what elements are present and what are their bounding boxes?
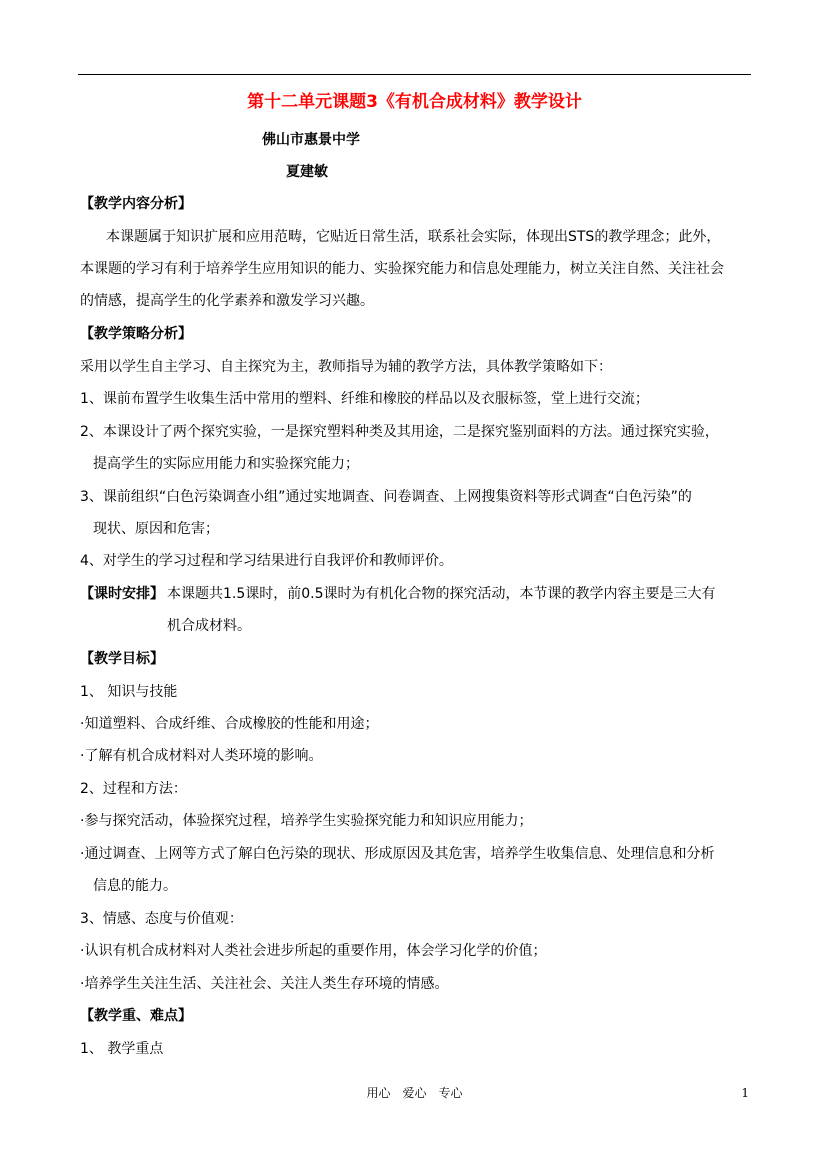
content-paragraph-line: 的情感，提高学生的化学素养和激发学习兴趣。 (80, 293, 374, 309)
section-heading-content: 【教学内容分析】 (80, 196, 192, 212)
time-text-line: 本课题共1.5课时，前0.5课时为有机化合物的探究活动，本节课的教学内容主要是三大有 (167, 586, 716, 602)
content-paragraph-line: 本课题的学习有利于培养学生应用知识的能力、实验探究能力和信息处理能力，树立关注自然、关注社会 (80, 261, 724, 277)
strategy-intro: 采用以学生自主学习、自主探究为主，教师指导为辅的教学方法，具体教学策略如下： (80, 359, 612, 375)
strategy-item-continued: 提高学生的实际应用能力和实验探究能力； (93, 456, 359, 472)
strategy-item: 2、本课设计了两个探究实验，一是探究塑料种类及其用途，二是探究鉴别面料的方法。通过探究实验， (80, 424, 719, 440)
keypoints-subheading: 1、 教学重点 (80, 1041, 164, 1057)
goals-bullet-continued: 信息的能力。 (93, 878, 177, 894)
goals-subheading: 1、 知识与技能 (80, 684, 178, 700)
goals-bullet: ·参与探究活动，体验探究过程，培养学生实验探究能力和知识应用能力； (80, 813, 533, 829)
content-paragraph-line: 本课题属于知识扩展和应用范畴，它贴近日常生活，联系社会实际，体现出STS的教学理念；此外， (106, 229, 721, 245)
goals-bullet: ·培养学生关注生活、关注社会、关注人类生存环境的情感。 (80, 976, 449, 992)
goals-subheading: 2、过程和方法： (80, 781, 187, 797)
footer-motto: 用心 爱心 专心 (366, 1086, 463, 1100)
author-name: 夏建敏 (286, 164, 328, 180)
school-name: 佛山市惠景中学 (262, 132, 360, 148)
goals-bullet: ·知道塑料、合成纤维、合成橡胶的性能和用途； (80, 716, 379, 732)
strategy-item: 3、课前组织“白色污染调查小组”通过实地调查、问卷调查、上网搜集资料等形式调查“白色污染”的 (80, 489, 692, 505)
strategy-item: 4、对学生的学习过程和学习结果进行自我评价和教师评价。 (80, 553, 453, 569)
document-title: 第十二单元课题3《有机合成材料》教学设计 (247, 92, 582, 112)
page-number: 1 (741, 1086, 749, 1100)
time-text-line: 机合成材料。 (167, 618, 251, 634)
section-heading-keypoints: 【教学重、难点】 (80, 1008, 192, 1024)
section-heading-strategy: 【教学策略分析】 (80, 326, 192, 342)
section-heading-time: 【课时安排】 (80, 586, 164, 602)
strategy-item-continued: 现状、原因和危害； (93, 521, 219, 537)
goals-subheading: 3、情感、态度与价值观： (80, 911, 243, 927)
goals-bullet: ·通过调查、上网等方式了解白色污染的现状、形成原因及其危害，培养学生收集信息、处理信息和分析 (80, 846, 715, 862)
goals-bullet: ·认识有机合成材料对人类社会进步所起的重要作用，体会学习化学的价值； (80, 943, 547, 959)
section-heading-goals: 【教学目标】 (80, 651, 164, 667)
goals-bullet: ·了解有机合成材料对人类环境的影响。 (80, 748, 323, 764)
header-rule (78, 74, 751, 75)
strategy-item: 1、课前布置学生收集生活中常用的塑料、纤维和橡胶的样品以及衣服标签，堂上进行交流； (80, 391, 649, 407)
